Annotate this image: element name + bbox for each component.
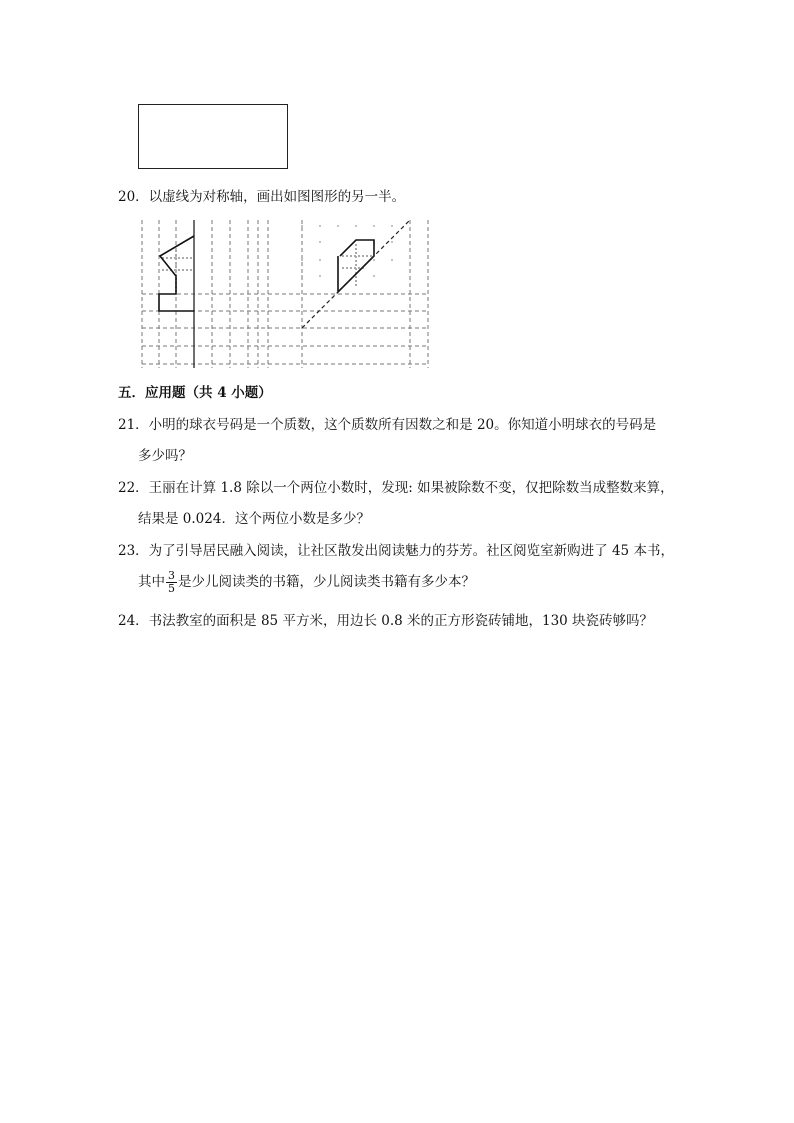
symmetry-grid-figure [138,218,438,370]
left-figure-inner-dots [162,250,192,292]
question-23-line-2 [138,568,475,596]
question-23-line-2-after: 是少儿阅读类的书籍，少儿阅读类书籍有多少本？ [178,574,475,590]
question-22-line-1: 22．王丽在计算 1.8 除以一个两位小数时，发现: 如果被除数不变，仅把除数当成整数来算， [118,480,674,496]
fraction-three-fifths [166,570,177,595]
question-21-line-2: 多少吗？ [138,448,192,464]
question-22-line-2: 结果是 0.024．这个两位小数是多少？ [138,511,370,527]
fraction-numerator: 3 [168,569,175,582]
question-21-line-1: 21．小明的球衣号码是一个质数，这个质数所有因数之和是 20。你知道小明球衣的号码是 [118,417,657,433]
question-23-line-1: 23．为了引导居民融入阅读，让社区散发出阅读魅力的芬芳。社区阅览室新购进了 45 本书， [118,543,674,559]
answer-box [138,104,288,169]
section-5-title: 五．应用题（共 4 小题） [118,385,272,401]
question-20-text: 20．以虚线为对称轴，画出如图图形的另一半。 [118,189,406,205]
question-24-text: 24．书法教室的面积是 85 平方米，用边长 0.8 米的正方形瓷砖铺地，130 块瓷砖够吗？ [118,613,654,629]
question-23-line-2-before: 其中 [138,574,165,590]
fraction-denominator: 5 [168,582,175,595]
grid-horizontal-lines [142,294,428,364]
